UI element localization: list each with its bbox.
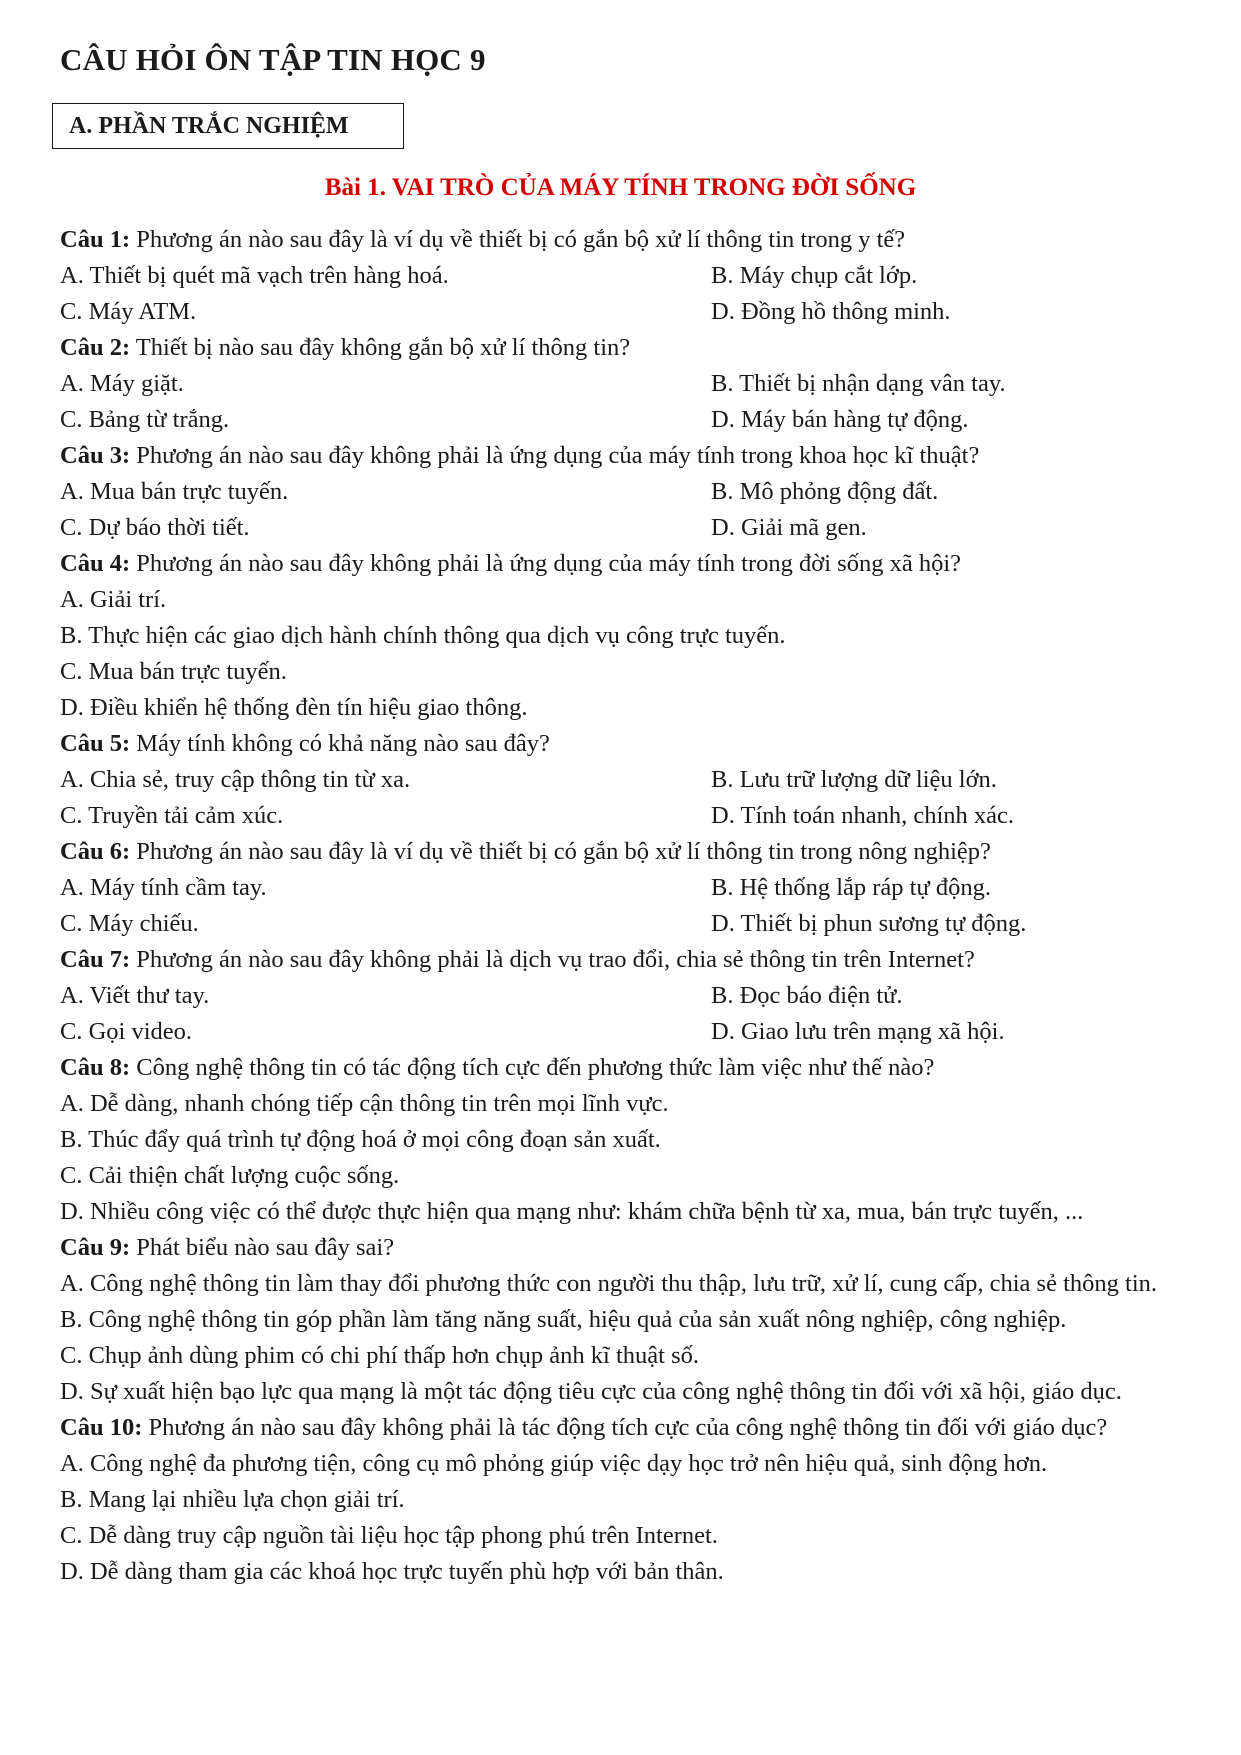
- question-label: Câu 5:: [60, 730, 131, 757]
- option-b: B. Thực hiện các giao dịch hành chính thông qua dịch vụ công trực tuyến.: [60, 622, 786, 649]
- option-d: D. Đồng hồ thông minh.: [711, 298, 951, 325]
- option-b: B. Công nghệ thông tin góp phần làm tăng năng suất, hiệu quả của sản xuất nông nghiệp, công nghiệp.: [60, 1306, 1067, 1333]
- question-text: Phát biểu nào sau đây sai?: [136, 1234, 395, 1261]
- option-row: [60, 474, 1200, 510]
- question: [60, 1050, 1200, 1086]
- option-d: D. Giao lưu trên mạng xã hội.: [711, 1018, 1005, 1045]
- question-label: Câu 10:: [60, 1414, 143, 1441]
- option-row: [60, 510, 1200, 546]
- option-c: C. Mua bán trực tuyến.: [60, 658, 287, 685]
- option-a: A. Công nghệ thông tin làm thay đổi phương thức con người thu thập, lưu trữ, xử lí, cung cấp, chia sẻ thông tin.: [60, 1270, 1158, 1297]
- option-c: C. Máy ATM.: [60, 298, 197, 325]
- option-b: B. Thiết bị nhận dạng vân tay.: [711, 370, 1006, 397]
- question-text: Công nghệ thông tin có tác động tích cực đến phương thức làm việc như thế nào?: [136, 1054, 935, 1081]
- option-row: [60, 402, 1200, 438]
- option-c: C. Máy chiếu.: [60, 910, 199, 937]
- option-b: B. Thúc đẩy quá trình tự động hoá ở mọi công đoạn sản xuất.: [60, 1126, 661, 1153]
- option-row: [60, 870, 1200, 906]
- option-d: D. Thiết bị phun sương tự động.: [711, 910, 1027, 937]
- option-row: [60, 258, 1200, 294]
- option-a: A. Viết thư tay.: [60, 982, 210, 1009]
- option-b: B. Mô phỏng động đất.: [711, 478, 939, 505]
- option-c: C. Gọi video.: [60, 1018, 193, 1045]
- question-label: Câu 7:: [60, 946, 131, 973]
- question-label: Câu 1:: [60, 226, 131, 253]
- option-c: C. Chụp ảnh dùng phim có chi phí thấp hơn chụp ảnh kĩ thuật số.: [60, 1342, 699, 1369]
- option-a: A. Máy tính cầm tay.: [60, 874, 267, 901]
- question-text: Máy tính không có khả năng nào sau đây?: [136, 730, 550, 757]
- question: [60, 1230, 1200, 1266]
- option-d: D. Giải mã gen.: [711, 514, 867, 541]
- option-a: A. Dễ dàng, nhanh chóng tiếp cận thông tin trên mọi lĩnh vực.: [60, 1090, 669, 1117]
- question-label: Câu 9:: [60, 1234, 131, 1261]
- question-list: [60, 222, 1200, 1590]
- option-row: [60, 798, 1200, 834]
- option-a: A. Thiết bị quét mã vạch trên hàng hoá.: [60, 262, 449, 289]
- question-text: Thiết bị nào sau đây không gắn bộ xử lí thông tin?: [135, 334, 631, 361]
- question-text: Phương án nào sau đây không phải là tác động tích cực của công nghệ thông tin đối với giáo dục?: [148, 1414, 1108, 1441]
- option-a: A. Mua bán trực tuyến.: [60, 478, 289, 505]
- question: [60, 726, 1200, 762]
- option-b: B. Máy chụp cắt lớp.: [711, 262, 918, 289]
- question: [60, 834, 1200, 870]
- question: [60, 438, 1200, 474]
- question: [60, 1410, 1200, 1446]
- section-heading: A. PHẦN TRẮC NGHIỆM: [52, 103, 404, 149]
- question-label: Câu 3:: [60, 442, 131, 469]
- question: [60, 330, 1200, 366]
- option-b: B. Đọc báo điện tử.: [711, 982, 903, 1009]
- option-c: C. Cải thiện chất lượng cuộc sống.: [60, 1162, 400, 1189]
- question-label: Câu 8:: [60, 1054, 131, 1081]
- option-c: C. Bảng từ trắng.: [60, 406, 230, 433]
- option-row: [60, 366, 1200, 402]
- option-b: B. Lưu trữ lượng dữ liệu lớn.: [711, 766, 997, 793]
- option-d: D. Sự xuất hiện bạo lực qua mạng là một tác động tiêu cực của công nghệ thông tin đối với xã hội, giáo dục.: [60, 1378, 1122, 1405]
- option-d: D. Dễ dàng tham gia các khoá học trực tuyến phù hợp với bản thân.: [60, 1558, 724, 1585]
- question: [60, 942, 1200, 978]
- option-c: C. Dự báo thời tiết.: [60, 514, 250, 541]
- lesson-title: Bài 1. VAI TRÒ CỦA MÁY TÍNH TRONG ĐỜI SỐNG: [324, 174, 917, 201]
- option-row: [60, 1014, 1200, 1050]
- question-label: Câu 6:: [60, 838, 131, 865]
- option-row: [60, 906, 1200, 942]
- document-title: CÂU HỎI ÔN TẬP TIN HỌC 9: [60, 42, 486, 77]
- option-d: D. Điều khiển hệ thống đèn tín hiệu giao thông.: [60, 694, 528, 721]
- option-d: D. Nhiều công việc có thể được thực hiện qua mạng như: khám chữa bệnh từ xa, mua, bán trực tuyến, ...: [60, 1198, 1084, 1225]
- question-text: Phương án nào sau đây không phải là dịch vụ trao đổi, chia sẻ thông tin trên Internet?: [136, 946, 975, 973]
- option-a: A. Chia sẻ, truy cập thông tin từ xa.: [60, 766, 411, 793]
- option-b: B. Hệ thống lắp ráp tự động.: [711, 874, 992, 901]
- option-c: C. Truyền tải cảm xúc.: [60, 802, 284, 829]
- question-label: Câu 2:: [60, 334, 131, 361]
- question: [60, 546, 1200, 582]
- option-d: D. Tính toán nhanh, chính xác.: [711, 802, 1015, 829]
- option-row: [60, 294, 1200, 330]
- option-row: [60, 978, 1200, 1014]
- question-text: Phương án nào sau đây không phải là ứng dụng của máy tính trong khoa học kĩ thuật?: [136, 442, 980, 469]
- option-b: B. Mang lại nhiều lựa chọn giải trí.: [60, 1486, 405, 1513]
- question-text: Phương án nào sau đây là ví dụ về thiết bị có gắn bộ xử lí thông tin trong y tế?: [136, 226, 906, 253]
- question-label: Câu 4:: [60, 550, 131, 577]
- question: [60, 222, 1200, 258]
- question-text: Phương án nào sau đây là ví dụ về thiết bị có gắn bộ xử lí thông tin trong nông nghiệp?: [136, 838, 991, 865]
- option-a: A. Công nghệ đa phương tiện, công cụ mô phỏng giúp việc dạy học trở nên hiệu quả, sinh động hơn.: [60, 1450, 1048, 1477]
- option-row: [60, 762, 1200, 798]
- option-a: A. Máy giặt.: [60, 370, 184, 397]
- option-d: D. Máy bán hàng tự động.: [711, 406, 969, 433]
- option-a: A. Giải trí.: [60, 586, 167, 613]
- option-c: C. Dễ dàng truy cập nguồn tài liệu học tập phong phú trên Internet.: [60, 1522, 718, 1549]
- question-text: Phương án nào sau đây không phải là ứng dụng của máy tính trong đời sống xã hội?: [136, 550, 962, 577]
